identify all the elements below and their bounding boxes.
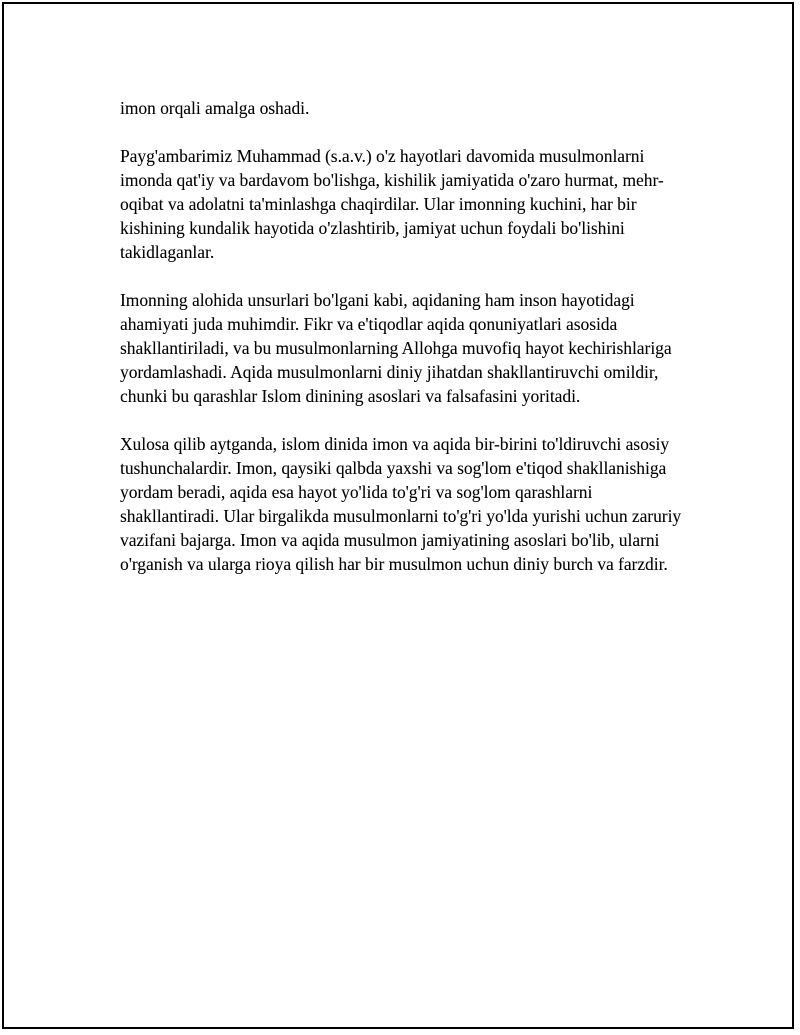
paragraph-3: Imonning alohida unsurlari bo'lgani kabi, aqidaning ham inson hayotidagi ahamiyati juda muhimdir. Fikr va e'tiqodlar aqida qonuniyatlari asosida shakllantiriladi, va bu musulmonlarning Allohga muvofiq hayot kechirishlariga yordamlashadi. Aqida musulmonlarni diniy jihatdan shakllantiruvchi omildir, chunki bu qarashlar Islom dinining asoslari va falsafasini yoritadi. [120,290,672,406]
paragraph-1: imon orqali amalga oshadi. [120,98,310,118]
document-page [2,2,794,1029]
paragraph-4: Xulosa qilib aytganda, islom dinida imon va aqida bir-birini to'ldiruvchi asosiy tushunchalardir. Imon, qaysiki qalbda yaxshi va sog'lom e'tiqod shakllanishiga yordam beradi, aqida esa hayot yo'lida to'g'ri va sog'lom qarashlarni shakllantiradi. Ular birgalikda musulmonlarni to'g'ri yo'lda yurishi uchun zaruriy vazifani bajarga. Imon va aqida musulmon jamiyatining asoslari bo'lib, ularni o'rganish va ularga rioya qilish har bir musulmon uchun diniy burch va farzdir. [120,434,682,574]
paragraph-2: Payg'ambarimiz Muhammad (s.a.v.) o'z hayotlari davomida musulmonlarni imonda qat'iy va bardavom bo'lishga, kishilik jamiyatida o'zaro hurmat, mehr-oqibat va adolatni ta'minlashga chaqirdilar. Ular imonning kuchini, har bir kishining kundalik hayotida o'zlashtirib, jamiyat uchun foydali bo'lishini takidlaganlar. [120,146,664,262]
document-body [120,96,686,600]
